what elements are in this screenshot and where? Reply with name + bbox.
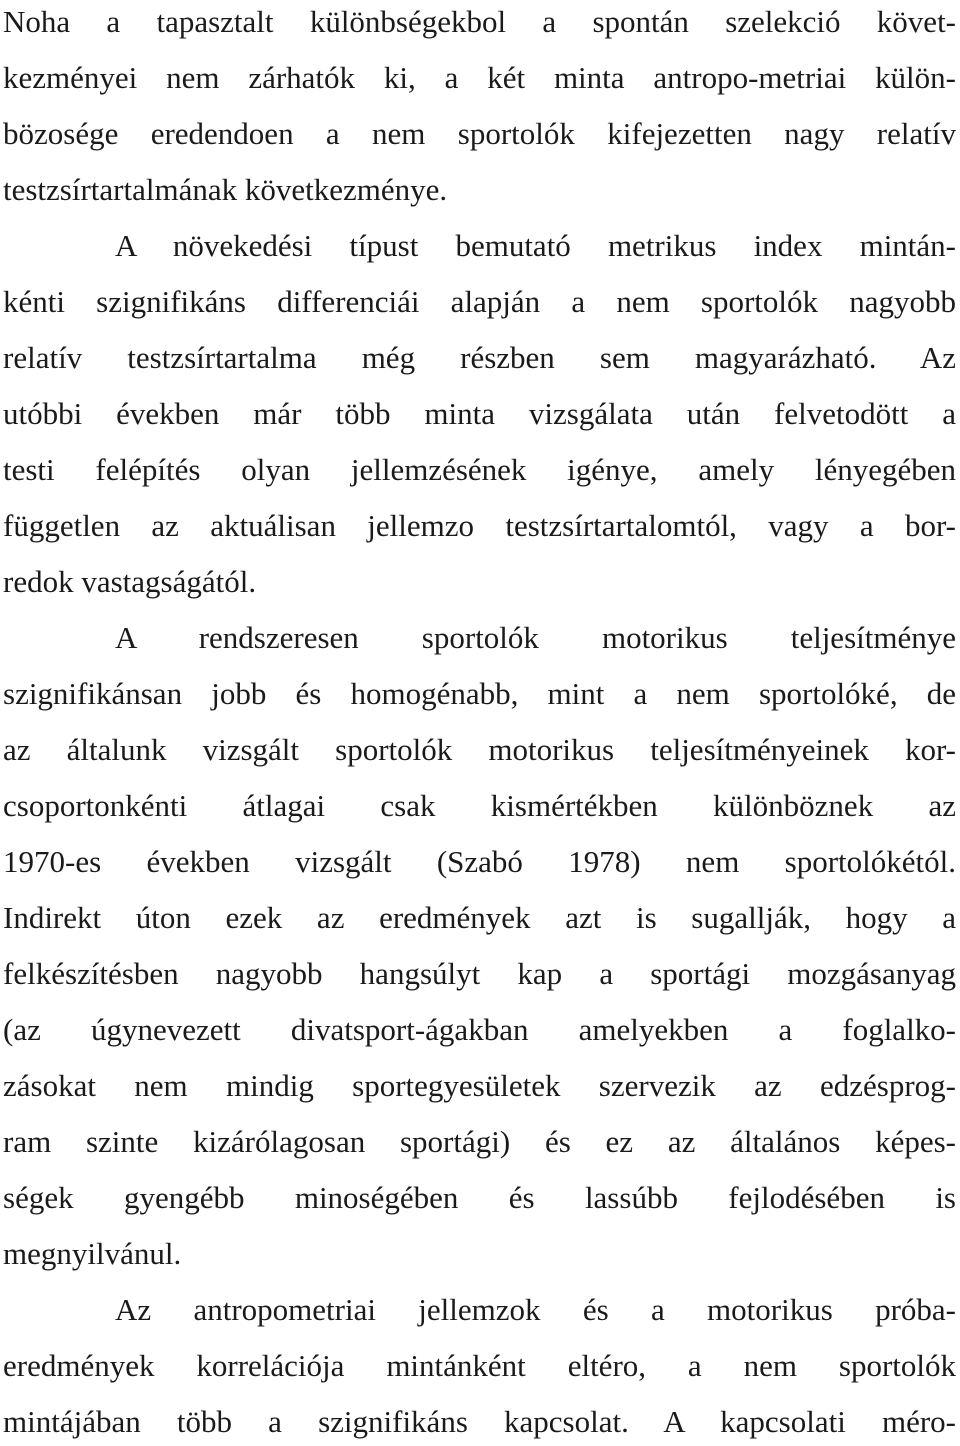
text-line: redok vastagságától. [3,564,257,599]
text-line: kezményei nem zárhatók ki, a két minta antropo-metriai külön- [3,60,956,95]
text-line: testi felépítés olyan jellemzésének igénye, amely lényegében [3,452,956,487]
text-line: bözosége eredendoen a nem sportolók kifejezetten nagy relatív [3,116,956,151]
text-line: relatív testzsírtartalma még részben sem magyarázható. Az [3,340,956,375]
text-line: az általunk vizsgált sportolók motorikus teljesítményeinek kor- [3,732,956,767]
text-line: ségek gyengébb minoségében és lassúbb fejlodésében is [3,1180,956,1215]
text-line: Noha a tapasztalt különbségekbol a spontán szelekció követ- [3,4,956,39]
text-line: kénti szignifikáns differenciái alapján a nem sportolók nagyobb [3,284,956,319]
paragraph-first-line: Az antropometriai jellemzok és a motorikus próba- [115,1292,956,1327]
text-line: eredmények korrelációja mintánként eltéro, a nem sportolók [3,1348,956,1383]
text-line: testzsírtartalmának következménye. [3,172,448,207]
text-line: 1970-es években vizsgált (Szabó 1978) nem sportolókétól. [3,844,956,879]
text-line: utóbbi években már több minta vizsgálata után felvetodött a [3,396,956,431]
text-line: felkészítésben nagyobb hangsúlyt kap a sportági mozgásanyag [3,956,956,991]
text-line: zásokat nem mindig sportegyesületek szervezik az edzésprog- [3,1068,956,1103]
paragraph-first-line: A rendszeresen sportolók motorikus teljesítménye [115,620,956,655]
text-line: független az aktuálisan jellemzo testzsírtartalomtól, vagy a bor- [3,508,956,543]
text-line: mintájában több a szignifikáns kapcsolat. A kapcsolati méro- [3,1404,956,1439]
text-line: (az úgynevezett divatsport-ágakban amelyekben a foglalko- [3,1012,956,1047]
paragraph-first-line: A növekedési típust bemutató metrikus index mintán- [115,228,956,263]
text-line: ram szinte kizárólagosan sportági) és ez az általános képes- [3,1124,956,1159]
text-line: Indirekt úton ezek az eredmények azt is sugallják, hogy a [3,900,956,935]
text-line: megnyilvánul. [3,1236,182,1271]
text-line: csoportonkénti átlagai csak kismértékben különböznek az [3,788,956,823]
text-line: szignifikánsan jobb és homogénabb, mint a nem sportolóké, de [3,676,956,711]
